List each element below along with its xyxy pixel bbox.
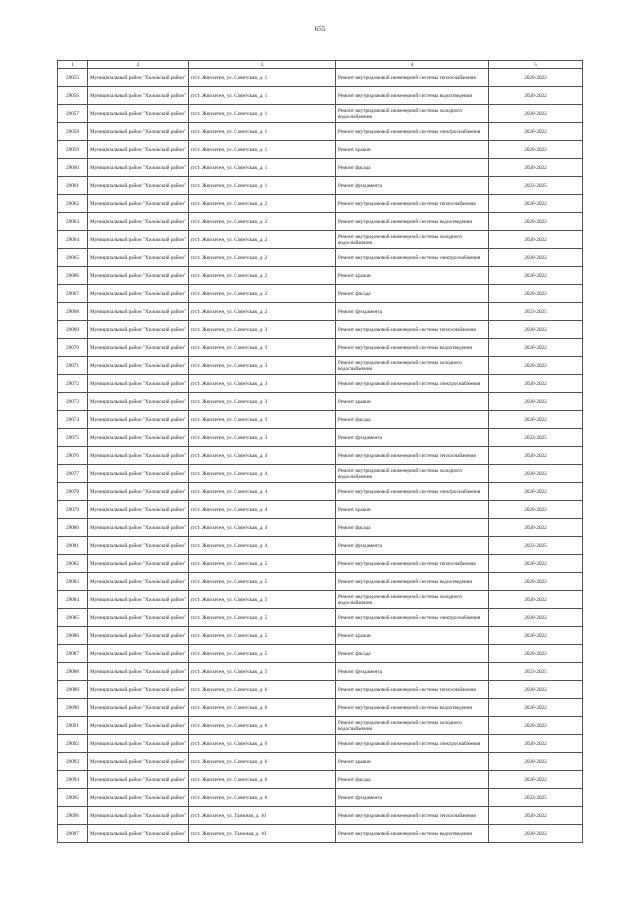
municipality-cell: Муниципальный район "Хилокский район" bbox=[88, 591, 189, 609]
table-row bbox=[58, 645, 583, 663]
municipality-cell: Муниципальный район "Хилокский район" bbox=[88, 141, 189, 159]
address-cell: п/ст. Жипхеген, ул. Советская, д. 1 bbox=[189, 177, 336, 195]
work-type-cell: Ремонт внутридомовой инженерной системы теплоснабжения bbox=[336, 321, 489, 339]
row-number: 29059 bbox=[58, 141, 88, 159]
address-cell: п/ст. Жипхеген, ул. Советская, д. 2 bbox=[189, 195, 336, 213]
row-number: 29079 bbox=[58, 501, 88, 519]
address-cell: п/ст. Жипхеген, ул. Советская, д. 3 bbox=[189, 321, 336, 339]
period-cell: 2023-2025 bbox=[489, 429, 583, 447]
table-row bbox=[58, 699, 583, 717]
municipality-cell: Муниципальный район "Хилокский район" bbox=[88, 375, 189, 393]
municipality-cell: Муниципальный район "Хилокский район" bbox=[88, 645, 189, 663]
municipality-cell: Муниципальный район "Хилокский район" bbox=[88, 195, 189, 213]
municipality-cell: Муниципальный район "Хилокский район" bbox=[88, 681, 189, 699]
row-number: 29092 bbox=[58, 735, 88, 753]
period-cell: 2020-2022 bbox=[489, 771, 583, 789]
row-number: 29062 bbox=[58, 195, 88, 213]
municipality-cell: Муниципальный район "Хилокский район" bbox=[88, 159, 189, 177]
address-cell: п/ст. Жипхеген, ул. Советская, д. 5 bbox=[189, 591, 336, 609]
address-cell: п/ст. Жипхеген, ул. Советская, д. 6 bbox=[189, 717, 336, 735]
address-cell: п/ст. Жипхеген, ул. Советская, д. 6 bbox=[189, 771, 336, 789]
municipality-cell: Муниципальный район "Хилокский район" bbox=[88, 555, 189, 573]
work-type-cell: Ремонт крыши bbox=[336, 501, 489, 519]
table-row bbox=[58, 249, 583, 267]
municipality-cell: Муниципальный район "Хилокский район" bbox=[88, 537, 189, 555]
address-cell: п/ст. Жипхеген, ул. Таежная, д. 10 bbox=[189, 825, 336, 843]
municipality-cell: Муниципальный район "Хилокский район" bbox=[88, 231, 189, 249]
period-cell: 2023-2025 bbox=[489, 303, 583, 321]
period-cell: 2020-2022 bbox=[489, 717, 583, 735]
period-cell: 2020-2022 bbox=[489, 141, 583, 159]
work-type-cell: Ремонт внутридомовой инженерной системы электроснабжения bbox=[336, 483, 489, 501]
row-number: 29061 bbox=[58, 177, 88, 195]
work-type-cell: Ремонт крыши bbox=[336, 627, 489, 645]
address-cell: п/ст. Жипхеген, ул. Советская, д. 2 bbox=[189, 213, 336, 231]
table-row bbox=[58, 357, 583, 375]
row-number: 29081 bbox=[58, 537, 88, 555]
table-row bbox=[58, 393, 583, 411]
address-cell: п/ст. Жипхеген, ул. Советская, д. 5 bbox=[189, 627, 336, 645]
table-row bbox=[58, 735, 583, 753]
work-type-cell: Ремонт внутридомовой инженерной системы электроснабжения bbox=[336, 609, 489, 627]
work-type-cell: Ремонт фундамента bbox=[336, 177, 489, 195]
row-number: 29073 bbox=[58, 393, 88, 411]
table-row bbox=[58, 285, 583, 303]
row-number: 29094 bbox=[58, 771, 88, 789]
period-cell: 2023-2025 bbox=[489, 537, 583, 555]
address-cell: п/ст. Жипхеген, ул. Советская, д. 4 bbox=[189, 501, 336, 519]
address-cell: п/ст. Жипхеген, ул. Советская, д. 2 bbox=[189, 249, 336, 267]
address-cell: п/ст. Жипхеген, ул. Советская, д. 5 bbox=[189, 609, 336, 627]
address-cell: п/ст. Жипхеген, ул. Советская, д. 6 bbox=[189, 699, 336, 717]
table-row bbox=[58, 591, 583, 609]
work-type-cell: Ремонт внутридомовой инженерной системы теплоснабжения bbox=[336, 195, 489, 213]
row-number: 29076 bbox=[58, 447, 88, 465]
period-cell: 2020-2022 bbox=[489, 285, 583, 303]
work-type-cell: Ремонт внутридомовой инженерной системы теплоснабжения bbox=[336, 69, 489, 87]
row-number: 29070 bbox=[58, 339, 88, 357]
table-row bbox=[58, 627, 583, 645]
row-number: 29083 bbox=[58, 573, 88, 591]
period-cell: 2020-2022 bbox=[489, 105, 583, 123]
period-cell: 2020-2022 bbox=[489, 357, 583, 375]
period-cell: 2020-2022 bbox=[489, 519, 583, 537]
period-cell: 2020-2022 bbox=[489, 447, 583, 465]
address-cell: п/ст. Жипхеген, ул. Советская, д. 3 bbox=[189, 429, 336, 447]
column-header: 4 bbox=[336, 61, 489, 69]
municipality-cell: Муниципальный район "Хилокский район" bbox=[88, 825, 189, 843]
repair-schedule-table bbox=[57, 60, 583, 843]
table-row bbox=[58, 663, 583, 681]
address-cell: п/ст. Жипхеген, ул. Советская, д. 1 bbox=[189, 87, 336, 105]
work-type-cell: Ремонт внутридомовой инженерной системы электроснабжения bbox=[336, 249, 489, 267]
municipality-cell: Муниципальный район "Хилокский район" bbox=[88, 249, 189, 267]
row-number: 29055 bbox=[58, 69, 88, 87]
address-cell: п/ст. Жипхеген, ул. Советская, д. 6 bbox=[189, 789, 336, 807]
row-number: 29065 bbox=[58, 249, 88, 267]
period-cell: 2020-2022 bbox=[489, 69, 583, 87]
row-number: 29088 bbox=[58, 663, 88, 681]
period-cell: 2020-2022 bbox=[489, 267, 583, 285]
municipality-cell: Муниципальный район "Хилокский район" bbox=[88, 339, 189, 357]
column-header: 2 bbox=[88, 61, 189, 69]
period-cell: 2020-2022 bbox=[489, 609, 583, 627]
work-type-cell: Ремонт фундамента bbox=[336, 537, 489, 555]
table-row bbox=[58, 717, 583, 735]
period-cell: 2020-2022 bbox=[489, 681, 583, 699]
work-type-cell: Ремонт внутридомовой инженерной системы водоотведения bbox=[336, 339, 489, 357]
municipality-cell: Муниципальный район "Хилокский район" bbox=[88, 627, 189, 645]
municipality-cell: Муниципальный район "Хилокский район" bbox=[88, 807, 189, 825]
work-type-cell: Ремонт внутридомовой инженерной системы холодного водоснабжения bbox=[336, 465, 489, 483]
work-type-cell: Ремонт внутридомовой инженерной системы водоотведения bbox=[336, 699, 489, 717]
table-row bbox=[58, 159, 583, 177]
work-type-cell: Ремонт внутридомовой инженерной системы теплоснабжения bbox=[336, 681, 489, 699]
address-cell: п/ст. Жипхеген, ул. Советская, д. 2 bbox=[189, 231, 336, 249]
work-type-cell: Ремонт внутридомовой инженерной системы электроснабжения bbox=[336, 375, 489, 393]
row-number: 29091 bbox=[58, 717, 88, 735]
address-cell: п/ст. Жипхеген, ул. Советская, д. 5 bbox=[189, 645, 336, 663]
table-row bbox=[58, 573, 583, 591]
municipality-cell: Муниципальный район "Хилокский район" bbox=[88, 123, 189, 141]
row-number: 29075 bbox=[58, 429, 88, 447]
work-type-cell: Ремонт фасада bbox=[336, 645, 489, 663]
period-cell: 2020-2022 bbox=[489, 699, 583, 717]
work-type-cell: Ремонт фасада bbox=[336, 519, 489, 537]
period-cell: 2020-2022 bbox=[489, 573, 583, 591]
table-row bbox=[58, 303, 583, 321]
period-cell: 2020-2022 bbox=[489, 645, 583, 663]
table-row bbox=[58, 195, 583, 213]
period-cell: 2020-2022 bbox=[489, 411, 583, 429]
address-cell: п/ст. Жипхеген, ул. Советская, д. 5 bbox=[189, 555, 336, 573]
table-row bbox=[58, 69, 583, 87]
row-number: 29069 bbox=[58, 321, 88, 339]
table-row bbox=[58, 213, 583, 231]
table-body bbox=[58, 69, 583, 843]
work-type-cell: Ремонт фундамента bbox=[336, 663, 489, 681]
row-number: 29077 bbox=[58, 465, 88, 483]
municipality-cell: Муниципальный район "Хилокский район" bbox=[88, 465, 189, 483]
municipality-cell: Муниципальный район "Хилокский район" bbox=[88, 177, 189, 195]
work-type-cell: Ремонт фасада bbox=[336, 771, 489, 789]
table-row bbox=[58, 555, 583, 573]
address-cell: п/ст. Жипхеген, ул. Советская, д. 3 bbox=[189, 357, 336, 375]
work-type-cell: Ремонт внутридомовой инженерной системы теплоснабжения bbox=[336, 807, 489, 825]
table-row bbox=[58, 429, 583, 447]
address-cell: п/ст. Жипхеген, ул. Советская, д. 6 bbox=[189, 753, 336, 771]
work-type-cell: Ремонт внутридомовой инженерной системы водоотведения bbox=[336, 87, 489, 105]
period-cell: 2023-2025 bbox=[489, 663, 583, 681]
work-type-cell: Ремонт фундамента bbox=[336, 429, 489, 447]
work-type-cell: Ремонт внутридомовой инженерной системы холодного водоснабжения bbox=[336, 717, 489, 735]
municipality-cell: Муниципальный район "Хилокский район" bbox=[88, 87, 189, 105]
address-cell: п/ст. Жипхеген, ул. Советская, д. 1 bbox=[189, 141, 336, 159]
period-cell: 2020-2022 bbox=[489, 591, 583, 609]
period-cell: 2020-2022 bbox=[489, 87, 583, 105]
address-cell: п/ст. Жипхеген, ул. Советская, д. 1 bbox=[189, 105, 336, 123]
row-number: 29090 bbox=[58, 699, 88, 717]
table-row bbox=[58, 753, 583, 771]
address-cell: п/ст. Жипхеген, ул. Советская, д. 4 bbox=[189, 519, 336, 537]
municipality-cell: Муниципальный район "Хилокский район" bbox=[88, 717, 189, 735]
municipality-cell: Муниципальный район "Хилокский район" bbox=[88, 105, 189, 123]
period-cell: 2020-2022 bbox=[489, 213, 583, 231]
period-cell: 2020-2022 bbox=[489, 123, 583, 141]
table-row bbox=[58, 789, 583, 807]
table-row bbox=[58, 483, 583, 501]
table-row bbox=[58, 87, 583, 105]
row-number: 29071 bbox=[58, 357, 88, 375]
row-number: 29068 bbox=[58, 303, 88, 321]
period-cell: 2023-2025 bbox=[489, 177, 583, 195]
column-header: 5 bbox=[489, 61, 583, 69]
municipality-cell: Муниципальный район "Хилокский район" bbox=[88, 357, 189, 375]
column-header: 1 bbox=[58, 61, 88, 69]
period-cell: 2020-2022 bbox=[489, 807, 583, 825]
row-number: 29063 bbox=[58, 213, 88, 231]
municipality-cell: Муниципальный район "Хилокский район" bbox=[88, 789, 189, 807]
municipality-cell: Муниципальный район "Хилокский район" bbox=[88, 573, 189, 591]
row-number: 29066 bbox=[58, 267, 88, 285]
address-cell: п/ст. Жипхеген, ул. Советская, д. 3 bbox=[189, 411, 336, 429]
address-cell: п/ст. Жипхеген, ул. Советская, д. 1 bbox=[189, 69, 336, 87]
table-row bbox=[58, 375, 583, 393]
table-row bbox=[58, 339, 583, 357]
row-number: 29056 bbox=[58, 87, 88, 105]
row-number: 29095 bbox=[58, 789, 88, 807]
municipality-cell: Муниципальный район "Хилокский район" bbox=[88, 699, 189, 717]
municipality-cell: Муниципальный район "Хилокский район" bbox=[88, 735, 189, 753]
municipality-cell: Муниципальный район "Хилокский район" bbox=[88, 267, 189, 285]
table-row bbox=[58, 105, 583, 123]
work-type-cell: Ремонт внутридомовой инженерной системы электроснабжения bbox=[336, 123, 489, 141]
row-number: 29058 bbox=[58, 123, 88, 141]
row-number: 29084 bbox=[58, 591, 88, 609]
work-type-cell: Ремонт внутридомовой инженерной системы водоотведения bbox=[336, 213, 489, 231]
row-number: 29097 bbox=[58, 825, 88, 843]
period-cell: 2020-2022 bbox=[489, 339, 583, 357]
row-number: 29082 bbox=[58, 555, 88, 573]
table-row bbox=[58, 411, 583, 429]
municipality-cell: Муниципальный район "Хилокский район" bbox=[88, 393, 189, 411]
work-type-cell: Ремонт внутридомовой инженерной системы электроснабжения bbox=[336, 735, 489, 753]
table-row bbox=[58, 231, 583, 249]
work-type-cell: Ремонт фасада bbox=[336, 411, 489, 429]
municipality-cell: Муниципальный район "Хилокский район" bbox=[88, 771, 189, 789]
period-cell: 2020-2022 bbox=[489, 483, 583, 501]
table-row bbox=[58, 465, 583, 483]
table-row bbox=[58, 267, 583, 285]
municipality-cell: Муниципальный район "Хилокский район" bbox=[88, 483, 189, 501]
municipality-cell: Муниципальный район "Хилокский район" bbox=[88, 69, 189, 87]
table-row bbox=[58, 123, 583, 141]
address-cell: п/ст. Жипхеген, ул. Советская, д. 6 bbox=[189, 681, 336, 699]
work-type-cell: Ремонт фундамента bbox=[336, 789, 489, 807]
municipality-cell: Муниципальный район "Хилокский район" bbox=[88, 411, 189, 429]
work-type-cell: Ремонт внутридомовой инженерной системы холодного водоснабжения bbox=[336, 591, 489, 609]
period-cell: 2020-2022 bbox=[489, 231, 583, 249]
column-header: 3 bbox=[189, 61, 336, 69]
period-cell: 2020-2022 bbox=[489, 249, 583, 267]
work-type-cell: Ремонт фундамента bbox=[336, 303, 489, 321]
row-number: 29085 bbox=[58, 609, 88, 627]
period-cell: 2020-2022 bbox=[489, 753, 583, 771]
row-number: 29086 bbox=[58, 627, 88, 645]
work-type-cell: Ремонт крыши bbox=[336, 141, 489, 159]
work-type-cell: Ремонт внутридомовой инженерной системы водоотведения bbox=[336, 573, 489, 591]
work-type-cell: Ремонт внутридомовой инженерной системы теплоснабжения bbox=[336, 555, 489, 573]
row-number: 29093 bbox=[58, 753, 88, 771]
municipality-cell: Муниципальный район "Хилокский район" bbox=[88, 519, 189, 537]
table-row bbox=[58, 537, 583, 555]
municipality-cell: Муниципальный район "Хилокский район" bbox=[88, 609, 189, 627]
table-row bbox=[58, 771, 583, 789]
address-cell: п/ст. Жипхеген, ул. Советская, д. 2 bbox=[189, 267, 336, 285]
period-cell: 2020-2022 bbox=[489, 627, 583, 645]
row-number: 29057 bbox=[58, 105, 88, 123]
work-type-cell: Ремонт крыши bbox=[336, 753, 489, 771]
work-type-cell: Ремонт крыши bbox=[336, 267, 489, 285]
address-cell: п/ст. Жипхеген, ул. Советская, д. 4 bbox=[189, 537, 336, 555]
row-number: 29080 bbox=[58, 519, 88, 537]
period-cell: 2020-2022 bbox=[489, 159, 583, 177]
period-cell: 2020-2022 bbox=[489, 321, 583, 339]
table-row bbox=[58, 681, 583, 699]
address-cell: п/ст. Жипхеген, ул. Советская, д. 1 bbox=[189, 159, 336, 177]
address-cell: п/ст. Жипхеген, ул. Советская, д. 5 bbox=[189, 663, 336, 681]
period-cell: 2020-2022 bbox=[489, 465, 583, 483]
row-number: 29087 bbox=[58, 645, 88, 663]
period-cell: 2020-2022 bbox=[489, 195, 583, 213]
period-cell: 2020-2022 bbox=[489, 825, 583, 843]
column-number-row bbox=[58, 61, 583, 69]
address-cell: п/ст. Жипхеген, ул. Советская, д. 3 bbox=[189, 375, 336, 393]
municipality-cell: Муниципальный район "Хилокский район" bbox=[88, 285, 189, 303]
table-row bbox=[58, 807, 583, 825]
row-number: 29074 bbox=[58, 411, 88, 429]
municipality-cell: Муниципальный район "Хилокский район" bbox=[88, 321, 189, 339]
row-number: 29064 bbox=[58, 231, 88, 249]
municipality-cell: Муниципальный район "Хилокский район" bbox=[88, 753, 189, 771]
table-row bbox=[58, 141, 583, 159]
period-cell: 2020-2022 bbox=[489, 375, 583, 393]
address-cell: п/ст. Жипхеген, ул. Советская, д. 5 bbox=[189, 573, 336, 591]
row-number: 29078 bbox=[58, 483, 88, 501]
period-cell: 2023-2025 bbox=[489, 789, 583, 807]
row-number: 29089 bbox=[58, 681, 88, 699]
row-number: 29060 bbox=[58, 159, 88, 177]
address-cell: п/ст. Жипхеген, ул. Советская, д. 4 bbox=[189, 465, 336, 483]
municipality-cell: Муниципальный район "Хилокский район" bbox=[88, 429, 189, 447]
period-cell: 2020-2022 bbox=[489, 501, 583, 519]
municipality-cell: Муниципальный район "Хилокский район" bbox=[88, 663, 189, 681]
table-row bbox=[58, 519, 583, 537]
address-cell: п/ст. Жипхеген, ул. Советская, д. 3 bbox=[189, 393, 336, 411]
work-type-cell: Ремонт внутридомовой инженерной системы холодного водоснабжения bbox=[336, 231, 489, 249]
address-cell: п/ст. Жипхеген, ул. Советская, д. 1 bbox=[189, 123, 336, 141]
address-cell: п/ст. Жипхеген, ул. Советская, д. 6 bbox=[189, 735, 336, 753]
work-type-cell: Ремонт крыши bbox=[336, 393, 489, 411]
address-cell: п/ст. Жипхеген, ул. Советская, д. 2 bbox=[189, 285, 336, 303]
address-cell: п/ст. Жипхеген, ул. Советская, д. 4 bbox=[189, 483, 336, 501]
table-row bbox=[58, 825, 583, 843]
table-row bbox=[58, 447, 583, 465]
period-cell: 2020-2022 bbox=[489, 735, 583, 753]
work-type-cell: Ремонт внутридомовой инженерной системы теплоснабжения bbox=[336, 447, 489, 465]
row-number: 29096 bbox=[58, 807, 88, 825]
row-number: 29067 bbox=[58, 285, 88, 303]
table-row bbox=[58, 321, 583, 339]
table-row bbox=[58, 609, 583, 627]
work-type-cell: Ремонт фасада bbox=[336, 285, 489, 303]
address-cell: п/ст. Жипхеген, ул. Таежная, д. 10 bbox=[189, 807, 336, 825]
table-row bbox=[58, 501, 583, 519]
municipality-cell: Муниципальный район "Хилокский район" bbox=[88, 213, 189, 231]
work-type-cell: Ремонт внутридомовой инженерной системы холодного водоснабжения bbox=[336, 357, 489, 375]
municipality-cell: Муниципальный район "Хилокский район" bbox=[88, 501, 189, 519]
municipality-cell: Муниципальный район "Хилокский район" bbox=[88, 303, 189, 321]
address-cell: п/ст. Жипхеген, ул. Советская, д. 4 bbox=[189, 447, 336, 465]
page-number: 655 bbox=[314, 25, 326, 33]
row-number: 29072 bbox=[58, 375, 88, 393]
municipality-cell: Муниципальный район "Хилокский район" bbox=[88, 447, 189, 465]
work-type-cell: Ремонт внутридомовой инженерной системы водоотведения bbox=[336, 825, 489, 843]
table-row bbox=[58, 177, 583, 195]
address-cell: п/ст. Жипхеген, ул. Советская, д. 2 bbox=[189, 303, 336, 321]
period-cell: 2020-2022 bbox=[489, 555, 583, 573]
work-type-cell: Ремонт фасада bbox=[336, 159, 489, 177]
period-cell: 2020-2022 bbox=[489, 393, 583, 411]
work-type-cell: Ремонт внутридомовой инженерной системы холодного водоснабжения bbox=[336, 105, 489, 123]
address-cell: п/ст. Жипхеген, ул. Советская, д. 3 bbox=[189, 339, 336, 357]
